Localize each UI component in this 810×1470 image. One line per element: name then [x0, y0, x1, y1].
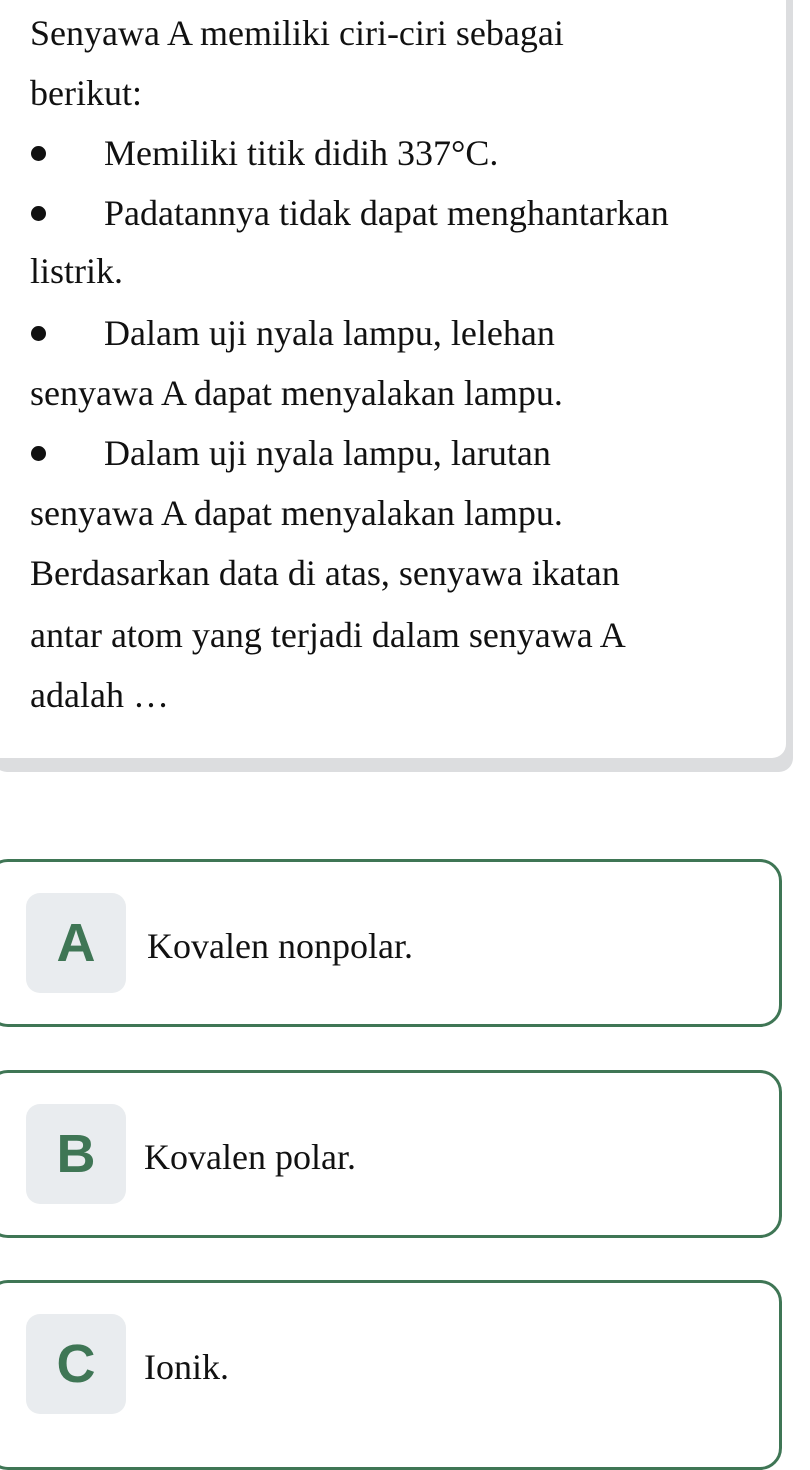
bullet-icon [31, 446, 46, 461]
list-item: Dalam uji nyala lampu, lelehan [104, 313, 555, 353]
question-line: berikut: [30, 73, 142, 113]
bullet-icon [31, 326, 46, 341]
option-letter-badge: A [26, 893, 126, 993]
list-item-continuation: listrik. [30, 251, 124, 291]
option-label: Kovalen nonpolar. [147, 926, 413, 966]
list-item: Memiliki titik didih 337°C. [104, 133, 499, 173]
answer-option-a[interactable] [0, 859, 782, 1027]
bullet-icon [31, 146, 46, 161]
question-line: antar atom yang terjadi dalam senyawa A [30, 615, 626, 655]
answer-option-b[interactable] [0, 1070, 782, 1238]
list-item: Dalam uji nyala lampu, larutan [104, 433, 551, 473]
list-item-continuation: senyawa A dapat menyalakan lampu. [30, 373, 563, 413]
list-item-continuation: senyawa A dapat menyalakan lampu. [30, 493, 563, 533]
question-line: Senyawa A memiliki ciri-ciri sebagai [30, 13, 564, 53]
option-letter-badge: C [26, 1314, 126, 1414]
list-item: Padatannya tidak dapat menghantarkan [104, 193, 669, 233]
option-label: Kovalen polar. [144, 1137, 356, 1177]
question-line: adalah … [30, 675, 169, 715]
bullet-icon [31, 206, 46, 221]
option-letter-badge: B [26, 1104, 126, 1204]
question-line: Berdasarkan data di atas, senyawa ikatan [30, 553, 620, 593]
answer-option-c[interactable] [0, 1280, 782, 1470]
option-label: Ionik. [144, 1347, 229, 1387]
